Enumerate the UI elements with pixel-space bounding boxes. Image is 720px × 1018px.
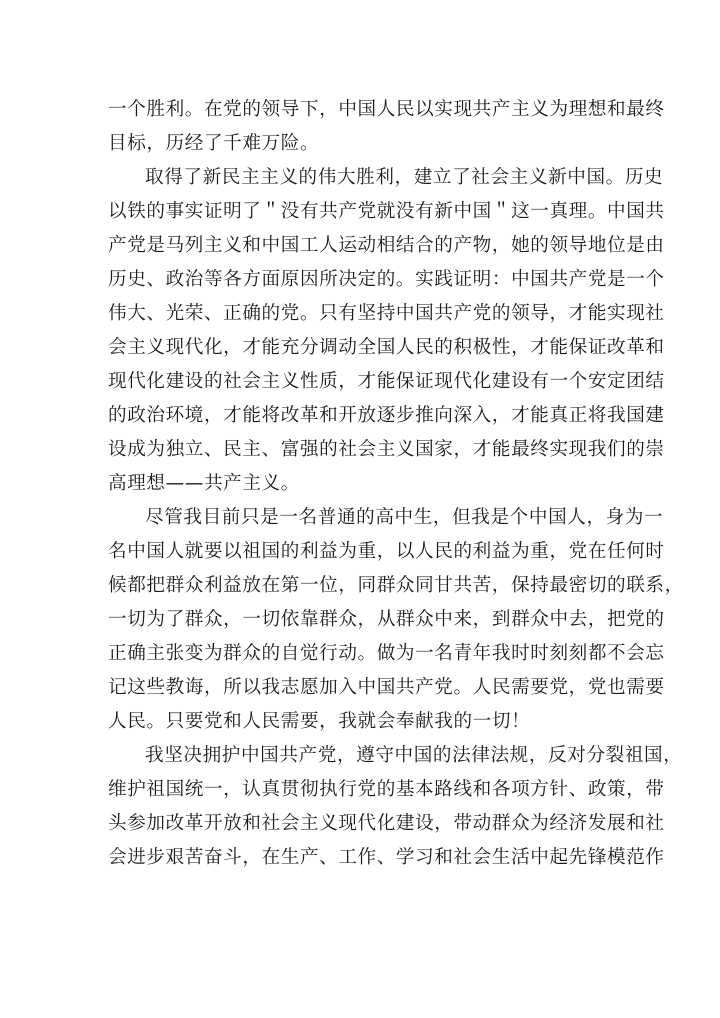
- text-line: 产党是马列主义和中国工人运动相结合的产物，她的领导地位是由: [108, 235, 665, 256]
- text-line: 高理想——共产主义。: [108, 473, 300, 494]
- paragraph-start-line: 取得了新民主主义的伟大胜利，建立了社会主义新中国。历史: [145, 167, 664, 188]
- text-line: 现代化建设的社会主义性质，才能保证现代化建设有一个安定团结: [108, 371, 665, 392]
- text-line: 头参加改革开放和社会主义现代化建设，带动群众为经济发展和社: [108, 813, 665, 834]
- text-line: 记这些教诲，所以我志愿加入中国共产党。人民需要党，党也需要: [108, 677, 665, 698]
- text-line: 一个胜利。在党的领导下，中国人民以实现共产主义为理想和最终: [108, 99, 665, 120]
- text-line: 名中国人就要以祖国的利益为重，以人民的利益为重，党在任何时: [108, 541, 665, 562]
- text-line: 目标，历经了千难万险。: [108, 133, 320, 154]
- text-line: 的政治环境，才能将改革和开放逐步推向深入，才能真正将我国建: [108, 405, 665, 426]
- text-line: 伟大、光荣、正确的党。只有坚持中国共产党的领导，才能实现社: [108, 303, 665, 324]
- text-line: 候都把群众利益放在第一位，同群众同甘共苦，保持最密切的联系，: [108, 575, 684, 596]
- text-line: 设成为独立、民主、富强的社会主义国家，才能最终实现我们的崇: [108, 439, 665, 460]
- text-line: 历史、政治等各方面原因所决定的。实践证明：中国共产党是一个: [108, 269, 665, 290]
- text-line: 维护祖国统一，认真贯彻执行党的基本路线和各项方针、政策，带: [108, 779, 665, 800]
- paragraph-start-line: 我坚决拥护中国共产党，遵守中国的法律法规，反对分裂祖国，: [145, 745, 683, 766]
- text-line: 一切为了群众，一切依靠群众，从群众中来，到群众中去，把党的: [108, 609, 665, 630]
- text-line: 人民。只要党和人民需要，我就会奉献我的一切！: [108, 711, 531, 732]
- text-line: 会进步艰苦奋斗，在生产、工作、学习和社会生活中起先锋模范作: [108, 847, 665, 868]
- text-line: 以铁的事实证明了＂没有共产党就没有新中国＂这一真理。中国共: [108, 201, 665, 222]
- text-line: 正确主张变为群众的自觉行动。做为一名青年我时时刻刻都不会忘: [108, 643, 665, 664]
- text-line: 会主义现代化，才能充分调动全国人民的积极性，才能保证改革和: [108, 337, 665, 358]
- paragraph-start-line: 尽管我目前只是一名普通的高中生，但我是个中国人，身为一: [145, 507, 664, 528]
